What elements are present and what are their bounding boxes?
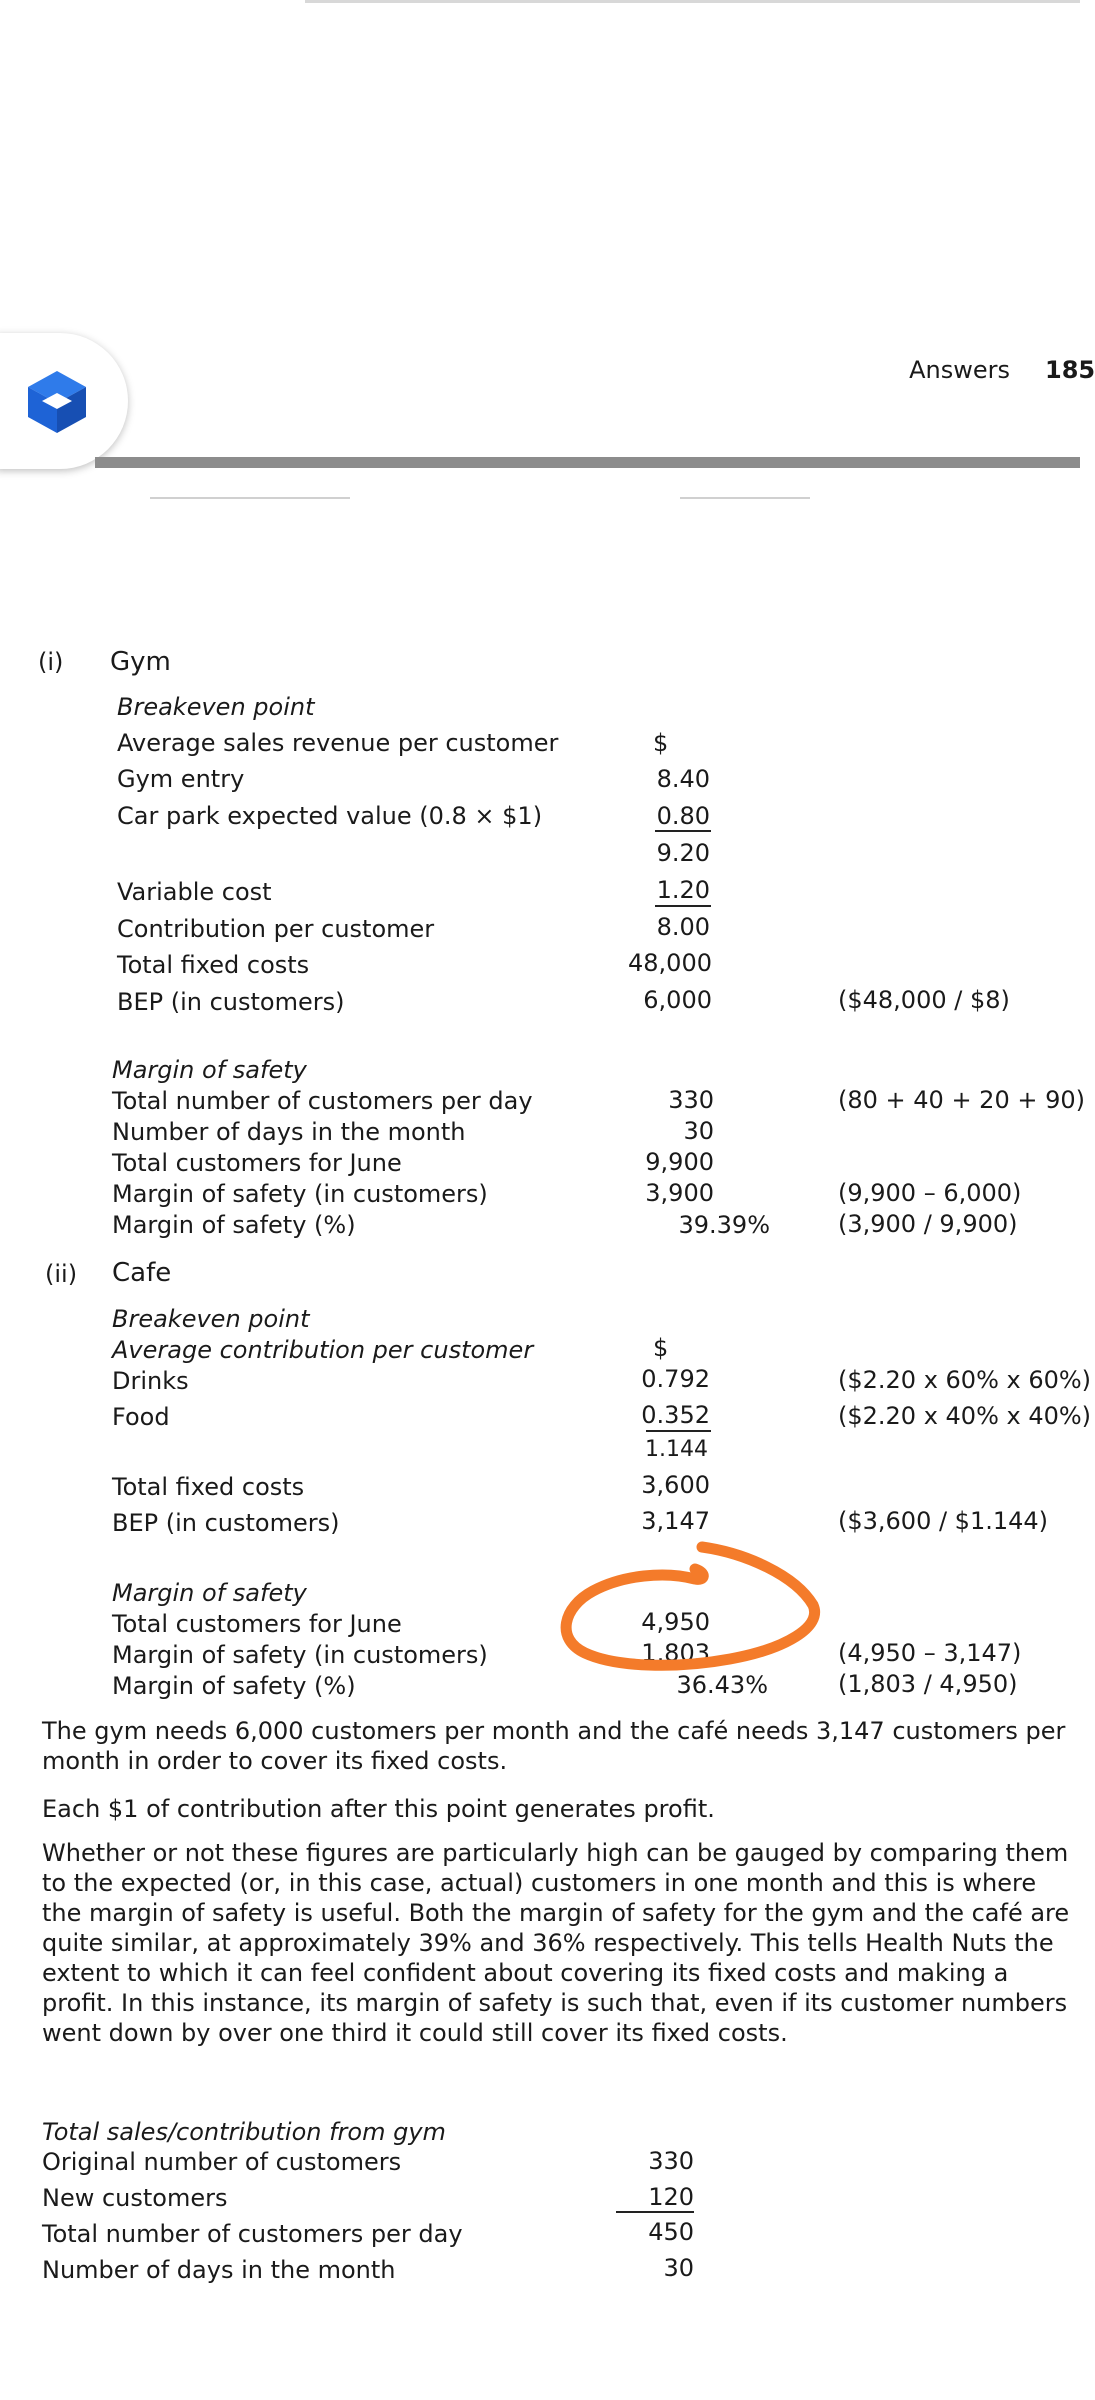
cafe-row-label: Drinks (112, 1367, 189, 1395)
cafe-mos-value: 1,803 (641, 1639, 710, 1667)
gym-row-label: Average sales revenue per customer (117, 729, 559, 757)
gym-mos-label: Margin of safety (%) (112, 1211, 356, 1239)
totals-value: 120 (648, 2183, 694, 2211)
subtotal-underline (646, 1430, 711, 1432)
subtotal-underline (655, 830, 711, 832)
cafe-mos-note: (1,803 / 4,950) (838, 1670, 1018, 1698)
gym-mos-value: 39.39% (678, 1211, 770, 1239)
section-number: (ii) (45, 1260, 78, 1288)
gym-mos-label: Total number of customers per day (112, 1087, 533, 1115)
section-number: (i) (38, 648, 64, 676)
cafe-row-note: ($3,600 / $1.144) (838, 1507, 1049, 1535)
gym-subtotal-value: 9.20 (656, 839, 710, 867)
top-edge-line (305, 0, 1080, 3)
gym-mos-note: (9,900 – 6,000) (838, 1179, 1022, 1207)
totals-value: 30 (663, 2254, 694, 2282)
running-header-title: Answers (909, 356, 1010, 384)
scan-speck (680, 497, 810, 499)
gym-mos-note: (80 + 40 + 20 + 90) (838, 1086, 1085, 1114)
section-title-cafe: Cafe (112, 1258, 172, 1288)
gym-row-label: Contribution per customer (117, 915, 435, 943)
header-rule (95, 457, 1080, 468)
gym-row-label: BEP (in customers) (117, 988, 345, 1016)
cafe-mos-heading: Margin of safety (112, 1579, 307, 1607)
cafe-row-note: ($2.20 x 60% x 60%) (838, 1366, 1092, 1394)
gym-mos-note: (3,900 / 9,900) (838, 1210, 1018, 1238)
gym-row-value: 6,000 (643, 986, 712, 1014)
gym-currency-symbol: $ (653, 729, 669, 757)
gym-row-note: ($48,000 / $8) (838, 986, 1010, 1014)
cafe-currency-symbol: $ (653, 1334, 669, 1362)
section-title-gym: Gym (110, 647, 171, 677)
cafe-row-value: 0.352 (641, 1401, 710, 1429)
orange-annotation-circle (545, 1535, 845, 1685)
cafe-row-label: Total fixed costs (112, 1473, 305, 1501)
cafe-mos-label: Margin of safety (%) (112, 1672, 356, 1700)
scan-speck (150, 497, 350, 499)
cafe-mos-label: Total customers for June (112, 1610, 402, 1638)
app-logo-badge[interactable] (0, 333, 128, 469)
page-number: 185 (1045, 356, 1095, 384)
cafe-row-label: Average contribution per customer (112, 1336, 534, 1364)
cafe-subtotal-value: 1.144 (645, 1437, 708, 1462)
cafe-row-label: BEP (in customers) (112, 1509, 340, 1537)
gym-row-label: Variable cost (117, 878, 272, 906)
gym-mos-label: Total customers for June (112, 1149, 402, 1177)
gym-mos-value: 330 (668, 1086, 714, 1114)
gym-mos-value: 30 (683, 1117, 714, 1145)
gym-mos-label: Number of days in the month (112, 1118, 466, 1146)
totals-value: 330 (648, 2147, 694, 2175)
gym-row-label: Total fixed costs (117, 951, 310, 979)
gym-row-label: Gym entry (117, 765, 245, 793)
totals-label: Original number of customers (42, 2148, 402, 2176)
gym-row-value: 48,000 (628, 949, 712, 977)
totals-label: Number of days in the month (42, 2256, 396, 2284)
cafe-mos-value: 4,950 (641, 1608, 710, 1636)
gym-row-value: 8.00 (656, 913, 710, 941)
cafe-bep-heading: Breakeven point (112, 1305, 310, 1333)
gym-mos-label: Margin of safety (in customers) (112, 1180, 488, 1208)
subtotal-underline (655, 905, 711, 907)
gym-row-label: Car park expected value (0.8 × $1) (117, 802, 543, 830)
cafe-mos-label: Margin of safety (in customers) (112, 1641, 488, 1669)
cafe-row-note: ($2.20 x 40% x 40%) (838, 1402, 1092, 1430)
cafe-row-label: Food (112, 1403, 170, 1431)
paragraph: The gym needs 6,000 customers per month and the café needs 3,147 customers per month in order to cover its fixed costs. (42, 1717, 1066, 1775)
gym-mos-heading: Margin of safety (112, 1056, 307, 1084)
gym-mos-value: 9,900 (645, 1148, 714, 1176)
gym-mos-value: 3,900 (645, 1179, 714, 1207)
cafe-row-value: 3,147 (641, 1507, 710, 1535)
paragraph: Whether or not these figures are particularly high can be gauged by comparing them to the expected (or, in this case, actual) customers in one month and this is where the margin of safety is useful. Both the margin of safety for the gym and the café are quite similar, at approximately 39% and 36% respectively. This tells Health Nuts the extent to which it can feel confident about covering its fixed costs and making a profit. In this instance, its margin of safety is such that, even if its customer numbers went down by over one third it could still cover its fixed costs. (42, 1839, 1070, 2047)
paragraph: Each $1 of contribution after this point generates profit. (42, 1795, 715, 1823)
gym-row-value: 0.80 (656, 802, 710, 830)
cafe-row-value: 3,600 (641, 1471, 710, 1499)
cafe-mos-note: (4,950 – 3,147) (838, 1639, 1022, 1667)
gym-row-value: 1.20 (656, 876, 710, 904)
cafe-row-value: 0.792 (641, 1365, 710, 1393)
subtotal-underline (616, 2211, 694, 2213)
gym-bep-heading: Breakeven point (117, 693, 315, 721)
totals-label: Total number of customers per day (42, 2220, 463, 2248)
totals-heading: Total sales/contribution from gym (42, 2118, 446, 2146)
gym-row-value: 8.40 (656, 765, 710, 793)
totals-value: 450 (648, 2218, 694, 2246)
app-logo-icon (22, 367, 92, 437)
cafe-mos-value: 36.43% (676, 1671, 768, 1699)
totals-label: New customers (42, 2184, 228, 2212)
